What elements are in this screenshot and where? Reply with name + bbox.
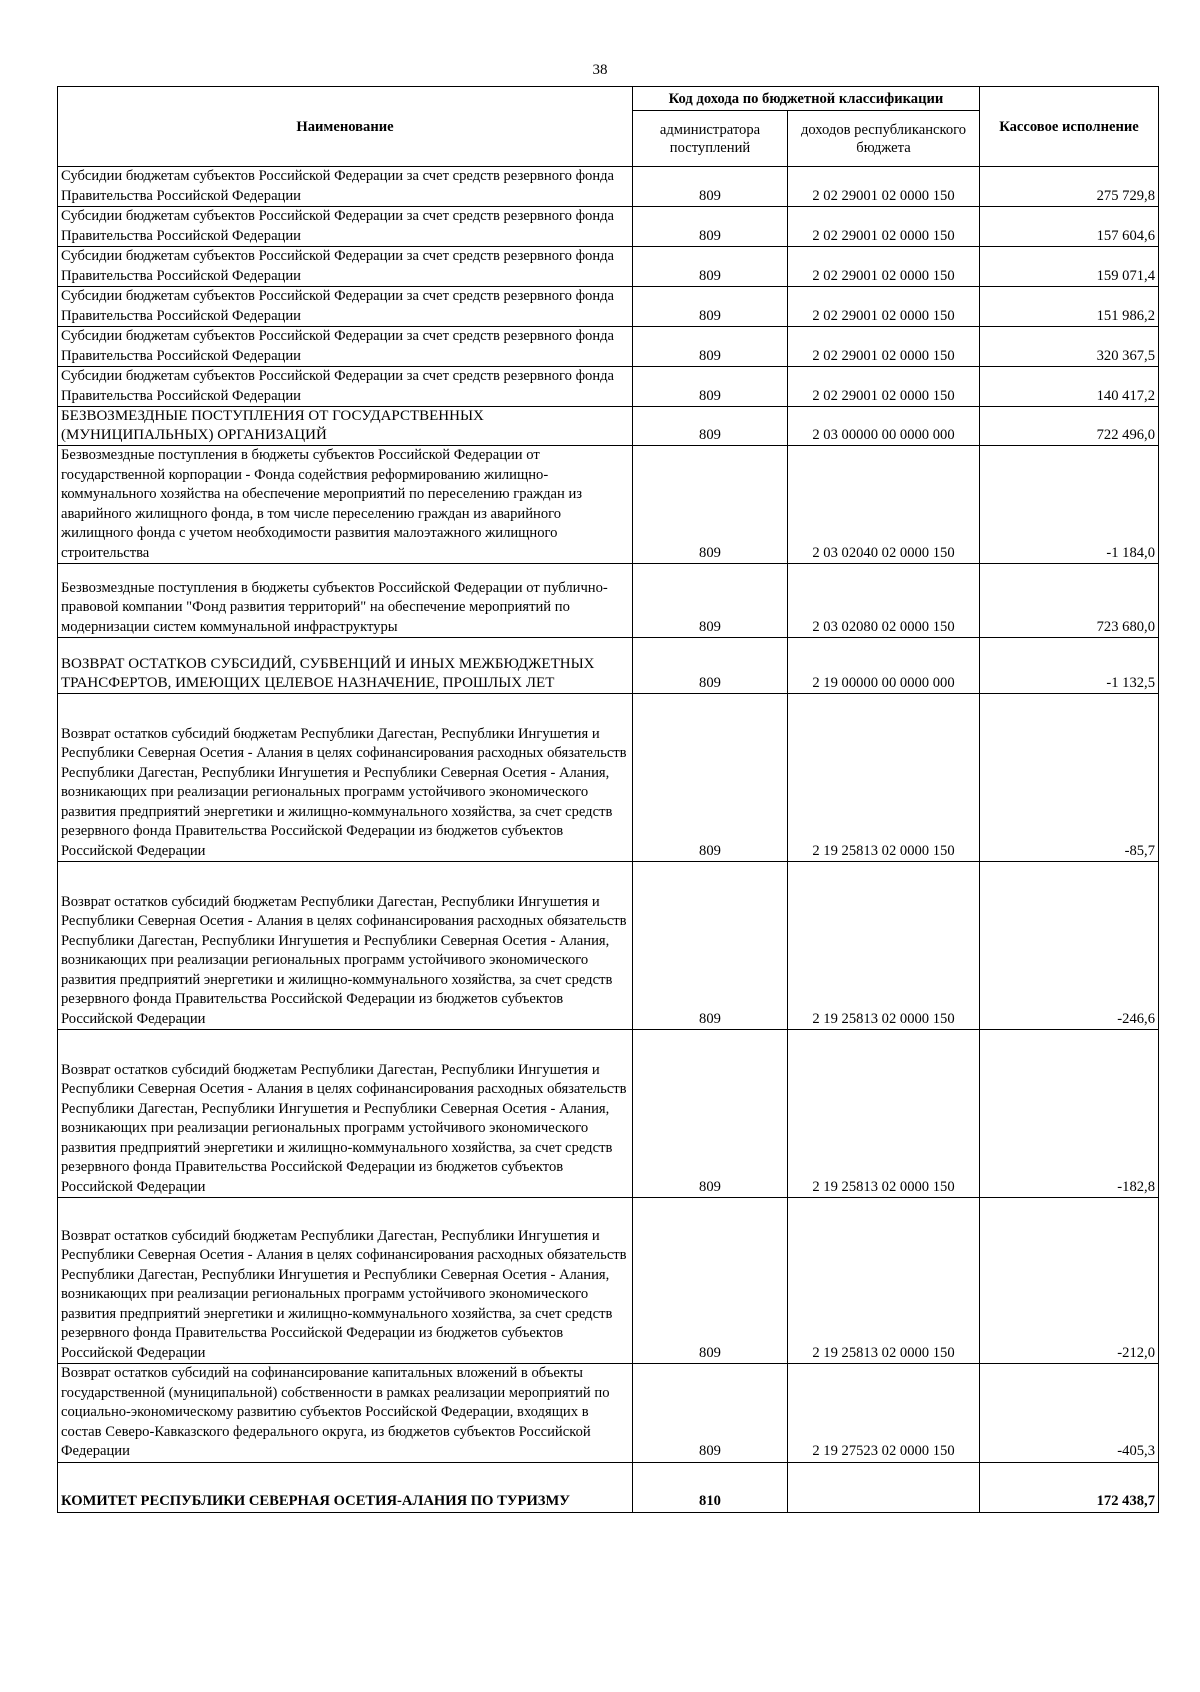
page-number: 38 — [592, 62, 608, 78]
row-amount: -212,0 — [980, 1198, 1159, 1364]
row-admin-code: 809 — [633, 327, 788, 367]
row-admin-code: 810 — [633, 1462, 788, 1512]
row-amount: -246,6 — [980, 862, 1159, 1030]
row-admin-code: 809 — [633, 1364, 788, 1463]
row-income-code: 2 02 29001 02 0000 150 — [788, 287, 980, 327]
row-income-code: 2 19 00000 00 0000 000 — [788, 638, 980, 694]
row-name: ВОЗВРАТ ОСТАТКОВ СУБСИДИЙ, СУБВЕНЦИЙ И ИНЫХ МЕЖБЮДЖЕТНЫХ ТРАНСФЕРТОВ, ИМЕЮЩИХ ЦЕЛЕВОЕ НАЗНАЧЕНИЕ, ПРОШЛЫХ ЛЕТ — [58, 638, 633, 694]
row-income-code: 2 19 25813 02 0000 150 — [788, 1030, 980, 1198]
row-income-code — [788, 1462, 980, 1512]
table-row — [58, 446, 1159, 564]
row-income-code: 2 19 25813 02 0000 150 — [788, 1198, 980, 1364]
row-name: КОМИТЕТ РЕСПУБЛИКИ СЕВЕРНАЯ ОСЕТИЯ-АЛАНИЯ ПО ТУРИЗМУ — [58, 1462, 633, 1512]
row-name: Субсидии бюджетам субъектов Российской Федерации за счет средств резервного фонда Правительства Российской Федерации — [58, 167, 633, 207]
row-admin-code: 809 — [633, 247, 788, 287]
table-row — [58, 1198, 1159, 1364]
row-name: Возврат остатков субсидий бюджетам Республики Дагестан, Республики Ингушетия и Республики Северная Осетия - Алания в целях софинансирования расходных обязательств Республики Дагестан, Республики Ингушетия и Республики Северная Осетия - Алания, возникающих при реализации региональных программ устойчивого экономического развития предприятий энергетики и жилищно-коммунального хозяйства, за счет средств резервного фонда Правительства Российской Федерации из бюджетов субъектов Российской Федерации — [58, 1198, 633, 1364]
row-income-code: 2 02 29001 02 0000 150 — [788, 167, 980, 207]
row-amount: -1 184,0 — [980, 446, 1159, 564]
row-admin-code: 809 — [633, 207, 788, 247]
row-income-code: 2 19 27523 02 0000 150 — [788, 1364, 980, 1463]
header-admin: администратора поступлений — [633, 111, 788, 167]
row-amount: -182,8 — [980, 1030, 1159, 1198]
row-income-code: 2 03 02080 02 0000 150 — [788, 564, 980, 638]
row-amount: 159 071,4 — [980, 247, 1159, 287]
row-income-code: 2 03 02040 02 0000 150 — [788, 446, 980, 564]
row-name: Возврат остатков субсидий бюджетам Республики Дагестан, Республики Ингушетия и Республики Северная Осетия - Алания в целях софинансирования расходных обязательств Республики Дагестан, Республики Ингушетия и Республики Северная Осетия - Алания, возникающих при реализации региональных программ устойчивого экономического развития предприятий энергетики и жилищно-коммунального хозяйства, за счет средств резервного фонда Правительства Российской Федерации из бюджетов субъектов Российской Федерации — [58, 1030, 633, 1198]
row-name: Возврат остатков субсидий на софинансирование капитальных вложений в объекты государственной (муниципальной) собственности в рамках реализации мероприятий по социально-экономическому развитию субъектов Российской Федерации, входящих в состав Северо-Кавказского федерального округа, из бюджетов субъектов Российской Федерации — [58, 1364, 633, 1463]
row-admin-code: 809 — [633, 367, 788, 407]
row-name: Возврат остатков субсидий бюджетам Республики Дагестан, Республики Ингушетия и Республики Северная Осетия - Алания в целях софинансирования расходных обязательств Республики Дагестан, Республики Ингушетия и Республики Северная Осетия - Алания, возникающих при реализации региональных программ устойчивого экономического развития предприятий энергетики и жилищно-коммунального хозяйства, за счет средств резервного фонда Правительства Российской Федерации из бюджетов субъектов Российской Федерации — [58, 862, 633, 1030]
row-admin-code: 809 — [633, 694, 788, 862]
row-admin-code: 809 — [633, 862, 788, 1030]
table-row — [58, 167, 1159, 207]
row-name: Возврат остатков субсидий бюджетам Республики Дагестан, Республики Ингушетия и Республики Северная Осетия - Алания в целях софинансирования расходных обязательств Республики Дагестан, Республики Ингушетия и Республики Северная Осетия - Алания, возникающих при реализации региональных программ устойчивого экономического развития предприятий энергетики и жилищно-коммунального хозяйства, за счет средств резервного фонда Правительства Российской Федерации из бюджетов субъектов Российской Федерации — [58, 694, 633, 862]
row-name: Субсидии бюджетам субъектов Российской Федерации за счет средств резервного фонда Правительства Российской Федерации — [58, 367, 633, 407]
row-income-code: 2 02 29001 02 0000 150 — [788, 207, 980, 247]
header-name: Наименование — [58, 87, 633, 167]
table-row — [58, 862, 1159, 1030]
row-name: Субсидии бюджетам субъектов Российской Федерации за счет средств резервного фонда Правительства Российской Федерации — [58, 287, 633, 327]
table-row — [58, 367, 1159, 407]
header-code-group: Код дохода по бюджетной классификации — [633, 87, 980, 111]
row-amount: 722 496,0 — [980, 407, 1159, 446]
row-income-code: 2 19 25813 02 0000 150 — [788, 862, 980, 1030]
row-income-code: 2 03 00000 00 0000 000 — [788, 407, 980, 446]
row-amount: -1 132,5 — [980, 638, 1159, 694]
table-row — [58, 564, 1159, 638]
table-row — [58, 1030, 1159, 1198]
table-row — [58, 207, 1159, 247]
row-name: Субсидии бюджетам субъектов Российской Федерации за счет средств резервного фонда Правительства Российской Федерации — [58, 247, 633, 287]
row-amount: 320 367,5 — [980, 327, 1159, 367]
row-income-code: 2 19 25813 02 0000 150 — [788, 694, 980, 862]
table-row — [58, 327, 1159, 367]
revenue-table — [57, 86, 1159, 1513]
row-amount: 275 729,8 — [980, 167, 1159, 207]
row-amount: -85,7 — [980, 694, 1159, 862]
row-name: Субсидии бюджетам субъектов Российской Федерации за счет средств резервного фонда Правительства Российской Федерации — [58, 327, 633, 367]
row-amount: 172 438,7 — [980, 1462, 1159, 1512]
header-income: доходов республиканского бюджета — [788, 111, 980, 167]
row-income-code: 2 02 29001 02 0000 150 — [788, 327, 980, 367]
table-row — [58, 1364, 1159, 1463]
table-row — [58, 694, 1159, 862]
table-row — [58, 287, 1159, 327]
table-row — [58, 1462, 1159, 1512]
header-execution: Кассовое исполнение — [980, 87, 1159, 167]
row-admin-code: 809 — [633, 1198, 788, 1364]
table-row — [58, 247, 1159, 287]
row-admin-code: 809 — [633, 167, 788, 207]
row-income-code: 2 02 29001 02 0000 150 — [788, 247, 980, 287]
row-amount: 151 986,2 — [980, 287, 1159, 327]
row-amount: -405,3 — [980, 1364, 1159, 1463]
row-admin-code: 809 — [633, 287, 788, 327]
row-admin-code: 809 — [633, 564, 788, 638]
row-admin-code: 809 — [633, 1030, 788, 1198]
row-name: Безвозмездные поступления в бюджеты субъектов Российской Федерации от публично-правовой компании "Фонд развития территорий" на обеспечение мероприятий по модернизации систем коммунальной инфраструктуры — [58, 564, 633, 638]
row-admin-code: 809 — [633, 446, 788, 564]
row-name: Безвозмездные поступления в бюджеты субъектов Российской Федерации от государственной корпорации - Фонда содействия реформированию жилищно-коммунального хозяйства на обеспечение мероприятий по переселению граждан из аварийного жилищного фонда, в том числе переселению граждан из аварийного жилищного фонда с учетом необходимости развития малоэтажного жилищного строительства — [58, 446, 633, 564]
row-income-code: 2 02 29001 02 0000 150 — [788, 367, 980, 407]
row-amount: 723 680,0 — [980, 564, 1159, 638]
row-name: БЕЗВОЗМЕЗДНЫЕ ПОСТУПЛЕНИЯ ОТ ГОСУДАРСТВЕННЫХ (МУНИЦИПАЛЬНЫХ) ОРГАНИЗАЦИЙ — [58, 407, 633, 446]
row-amount: 157 604,6 — [980, 207, 1159, 247]
row-name: Субсидии бюджетам субъектов Российской Федерации за счет средств резервного фонда Правительства Российской Федерации — [58, 207, 633, 247]
row-amount: 140 417,2 — [980, 367, 1159, 407]
table-row — [58, 638, 1159, 694]
row-admin-code: 809 — [633, 407, 788, 446]
row-admin-code: 809 — [633, 638, 788, 694]
table-row — [58, 407, 1159, 446]
